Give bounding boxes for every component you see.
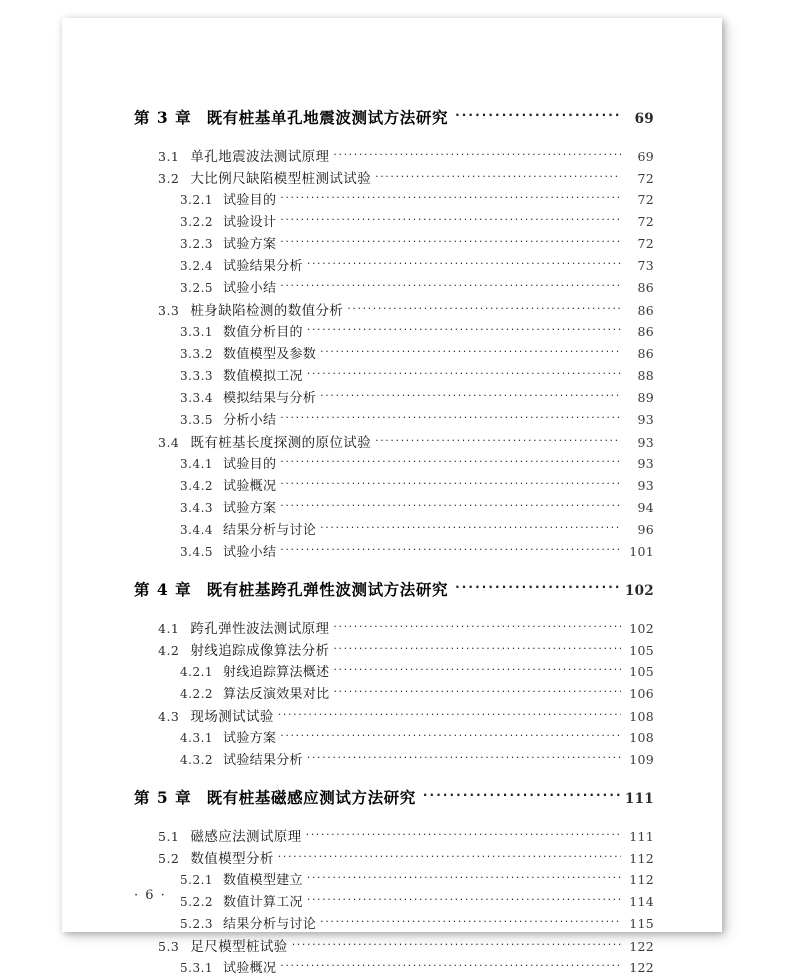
toc-entry-page-number: 94 [637, 500, 654, 515]
toc-entry-number: 3.1 [158, 149, 180, 164]
toc-entry-number: 第 3 章 [134, 108, 192, 127]
toc-dot-leader [333, 148, 621, 162]
toc-chapter-entry[interactable] [134, 106, 654, 135]
toc-entry-title: 数值模拟工况 [223, 369, 303, 384]
toc-subsection-entry[interactable] [180, 497, 654, 519]
toc-subsection-entry[interactable] [180, 387, 654, 409]
page-folio-number: · 6 · [134, 888, 167, 903]
toc-entry-title: 数值模型建立 [223, 873, 303, 888]
toc-entry-number: 第 5 章 [134, 788, 192, 807]
toc-dot-leader [375, 170, 621, 184]
toc-entry-title: 数值模型分析 [190, 851, 274, 867]
toc-entry-page-number: 86 [637, 303, 654, 318]
toc-entry-title: 试验小结 [223, 545, 277, 560]
toc-dot-leader [307, 751, 621, 764]
toc-dot-leader [280, 191, 621, 204]
toc-entry-title: 射线追踪算法概述 [223, 665, 330, 680]
toc-entry-number: 4.3 [158, 709, 180, 724]
toc-entry-page-number: 115 [629, 916, 654, 931]
toc-subsection-entry[interactable] [180, 321, 654, 343]
toc-entry-title: 数值分析目的 [223, 325, 303, 340]
toc-subsection-entry[interactable] [180, 519, 654, 541]
chapter-spacer [134, 815, 654, 825]
toc-entry-title: 试验概况 [223, 479, 277, 494]
toc-dot-leader [280, 235, 621, 248]
toc-entry-number: 3.4.1 [180, 457, 214, 471]
toc-entry-page-number: 72 [637, 192, 654, 207]
toc-entry-page-number: 102 [624, 583, 654, 599]
toc-entry-page-number: 112 [629, 872, 654, 887]
toc-entry-page-number: 109 [629, 752, 654, 767]
toc-entry-number: 3.4.4 [180, 523, 214, 537]
toc-dot-leader [307, 323, 621, 336]
toc-entry-title: 结果分析与讨论 [223, 523, 317, 538]
toc-dot-leader [280, 411, 621, 424]
toc-entry-title: 现场测试试验 [190, 709, 274, 725]
toc-dot-leader [320, 345, 621, 358]
toc-entry-page-number: 111 [624, 791, 654, 807]
toc-entry-page-number: 96 [637, 522, 654, 537]
toc-entry-number: 3.2.1 [180, 193, 214, 207]
toc-entry-number: 4.2 [158, 643, 180, 658]
chapter-spacer [134, 607, 654, 617]
toc-entry-number: 5.2.1 [180, 873, 214, 887]
toc-entry-title: 试验方案 [223, 501, 277, 516]
toc-entry-page-number: 86 [637, 280, 654, 295]
toc-entry-title: 算法反演效果对比 [223, 687, 330, 702]
toc-entry-title: 既有桩基长度探测的原位试验 [190, 435, 372, 451]
toc-entry-page-number: 72 [637, 236, 654, 251]
toc-entry-number: 3.4.5 [180, 545, 214, 559]
toc-subsection-entry[interactable] [180, 277, 654, 299]
toc-dot-leader [455, 580, 621, 596]
toc-entry-number: 5.3 [158, 939, 180, 954]
toc-entry-page-number: 89 [637, 390, 654, 405]
toc-dot-leader [347, 302, 621, 316]
toc-dot-leader [320, 915, 621, 928]
toc-entry-number: 4.2.1 [180, 665, 214, 679]
toc-entry-title: 跨孔弹性波法测试原理 [190, 621, 330, 637]
toc-entry-number: 5.2 [158, 851, 180, 866]
toc-subsection-entry[interactable] [180, 475, 654, 497]
toc-entry-title: 模拟结果与分析 [223, 391, 317, 406]
toc-dot-leader [375, 434, 621, 448]
toc-entry-number: 3.3 [158, 303, 180, 318]
chapter-spacer [134, 135, 654, 145]
toc-dot-leader [278, 708, 621, 722]
toc-dot-leader [280, 543, 621, 556]
toc-subsection-entry[interactable] [180, 913, 654, 935]
toc-entry-title: 射线追踪成像算法分析 [190, 643, 330, 659]
toc-subsection-entry[interactable] [180, 453, 654, 475]
toc-entry-number: 3.2.2 [180, 215, 214, 229]
toc-entry-title: 单孔地震波法测试原理 [190, 149, 330, 165]
toc-entry-number: 4.3.2 [180, 753, 214, 767]
toc-dot-leader [307, 257, 621, 270]
toc-entry-number: 3.3.2 [180, 347, 214, 361]
toc-entry-page-number: 108 [629, 709, 654, 724]
toc-entry-number: 3.4 [158, 435, 180, 450]
toc-entry-title: 试验目的 [223, 193, 277, 208]
toc-entry-number: 第 4 章 [134, 580, 192, 599]
toc-entry-number: 4.2.2 [180, 687, 214, 701]
toc-dot-leader [278, 850, 621, 864]
toc-entry-page-number: 86 [637, 324, 654, 339]
toc-entry-number: 3.2 [158, 171, 180, 186]
toc-dot-leader [423, 788, 621, 804]
toc-entry-number: 4.3.1 [180, 731, 214, 745]
toc-subsection-entry[interactable] [180, 749, 654, 771]
toc-entry-page-number: 106 [629, 686, 654, 701]
toc-entry-title: 试验目的 [223, 457, 277, 472]
toc-entry-number: 5.2.3 [180, 917, 214, 931]
toc-entry-page-number: 101 [629, 544, 654, 559]
toc-entry-number: 4.1 [158, 621, 180, 636]
toc-entry-page-number: 122 [629, 939, 654, 954]
toc-entry-page-number: 112 [629, 851, 654, 866]
toc-dot-leader [280, 729, 621, 742]
toc-dot-leader [455, 108, 621, 124]
toc-section-entry[interactable] [158, 299, 654, 321]
toc-entry-page-number: 102 [629, 621, 654, 636]
chapter-spacer [134, 771, 654, 786]
toc-dot-leader [307, 367, 621, 380]
toc-subsection-entry[interactable] [180, 233, 654, 255]
toc-entry-title: 试验方案 [223, 731, 277, 746]
toc-entry-page-number: 93 [637, 435, 654, 450]
toc-entry-page-number: 72 [637, 171, 654, 186]
toc-entry-page-number: 72 [637, 214, 654, 229]
toc-dot-leader [307, 893, 621, 906]
toc-entry-title: 数值模型及参数 [223, 347, 317, 362]
table-of-contents-list [134, 106, 654, 979]
toc-subsection-entry[interactable] [180, 957, 654, 979]
toc-subsection-entry[interactable] [180, 343, 654, 365]
toc-entry-page-number: 111 [629, 829, 654, 844]
toc-dot-leader [333, 663, 621, 676]
toc-entry-page-number: 122 [629, 960, 654, 975]
toc-subsection-entry[interactable] [180, 891, 654, 913]
toc-entry-number: 5.1 [158, 829, 180, 844]
toc-section-entry[interactable] [158, 639, 654, 661]
toc-entry-number: 3.4.2 [180, 479, 214, 493]
toc-dot-leader [333, 685, 621, 698]
toc-section-entry[interactable] [158, 617, 654, 639]
toc-section-entry[interactable] [158, 705, 654, 727]
toc-entry-number: 3.3.5 [180, 413, 214, 427]
toc-dot-leader [280, 213, 621, 226]
book-page-sheet [62, 18, 722, 976]
toc-subsection-entry[interactable] [180, 409, 654, 431]
toc-subsection-entry[interactable] [180, 541, 654, 563]
toc-entry-number: 3.4.3 [180, 501, 214, 515]
toc-entry-page-number: 88 [637, 368, 654, 383]
toc-entry-title: 既有桩基跨孔弹性波测试方法研究 [206, 580, 449, 599]
toc-entry-page-number: 93 [637, 478, 654, 493]
toc-entry-page-number: 105 [629, 643, 654, 658]
toc-section-entry[interactable] [158, 935, 654, 957]
toc-entry-page-number: 86 [637, 346, 654, 361]
toc-subsection-entry[interactable] [180, 255, 654, 277]
toc-entry-title: 桩身缺陷检测的数值分析 [190, 303, 344, 319]
toc-dot-leader [292, 938, 621, 952]
toc-dot-leader [280, 477, 621, 490]
toc-dot-leader [280, 959, 621, 972]
toc-entry-page-number: 73 [637, 258, 654, 273]
toc-entry-page-number: 69 [634, 111, 654, 127]
toc-entry-title: 磁感应法测试原理 [190, 829, 302, 845]
toc-subsection-entry[interactable] [180, 365, 654, 387]
toc-entry-page-number: 114 [629, 894, 654, 909]
toc-section-entry[interactable] [158, 145, 654, 167]
toc-dot-leader [320, 389, 621, 402]
toc-entry-title: 试验结果分析 [223, 259, 303, 274]
toc-dot-leader [306, 828, 621, 842]
toc-section-entry[interactable] [158, 847, 654, 869]
toc-entry-page-number: 93 [637, 456, 654, 471]
toc-entry-title: 结果分析与讨论 [223, 917, 317, 932]
toc-entry-number: 5.2.2 [180, 895, 214, 909]
toc-chapter-entry[interactable] [134, 786, 654, 815]
toc-entry-number: 3.2.5 [180, 281, 214, 295]
toc-subsection-entry[interactable] [180, 869, 654, 891]
toc-dot-leader [280, 499, 621, 512]
toc-entry-number: 3.3.1 [180, 325, 214, 339]
toc-dot-leader [280, 279, 621, 292]
toc-dot-leader [280, 455, 621, 468]
toc-subsection-entry[interactable] [180, 661, 654, 683]
toc-entry-title: 数值计算工况 [223, 895, 303, 910]
toc-entry-number: 5.3.1 [180, 961, 214, 975]
toc-entry-title: 既有桩基磁感应测试方法研究 [206, 788, 416, 807]
toc-dot-leader [307, 871, 621, 884]
toc-entry-number: 3.2.3 [180, 237, 214, 251]
toc-entry-page-number: 105 [629, 664, 654, 679]
toc-entry-title: 分析小结 [223, 413, 277, 428]
toc-entry-title: 试验概况 [223, 961, 277, 976]
toc-subsection-entry[interactable] [180, 727, 654, 749]
toc-subsection-entry[interactable] [180, 211, 654, 233]
toc-entry-page-number: 69 [637, 149, 654, 164]
toc-entry-page-number: 108 [629, 730, 654, 745]
toc-entry-title: 足尺模型桩试验 [190, 939, 288, 955]
toc-chapter-entry[interactable] [134, 578, 654, 607]
toc-entry-title: 试验结果分析 [223, 753, 303, 768]
chapter-spacer [134, 563, 654, 578]
toc-entry-page-number: 93 [637, 412, 654, 427]
toc-entry-title: 大比例尺缺陷模型桩测试试验 [190, 171, 372, 187]
toc-entry-title: 试验方案 [223, 237, 277, 252]
toc-entry-number: 3.3.3 [180, 369, 214, 383]
toc-entry-title: 试验设计 [223, 215, 277, 230]
toc-section-entry[interactable] [158, 431, 654, 453]
toc-section-entry[interactable] [158, 825, 654, 847]
toc-dot-leader [333, 620, 621, 634]
toc-dot-leader [333, 642, 621, 656]
toc-subsection-entry[interactable] [180, 189, 654, 211]
toc-entry-title: 既有桩基单孔地震波测试方法研究 [206, 108, 449, 127]
toc-entry-number: 3.2.4 [180, 259, 214, 273]
toc-section-entry[interactable] [158, 167, 654, 189]
toc-entry-title: 试验小结 [223, 281, 277, 296]
toc-entry-number: 3.3.4 [180, 391, 214, 405]
toc-subsection-entry[interactable] [180, 683, 654, 705]
toc-dot-leader [320, 521, 621, 534]
